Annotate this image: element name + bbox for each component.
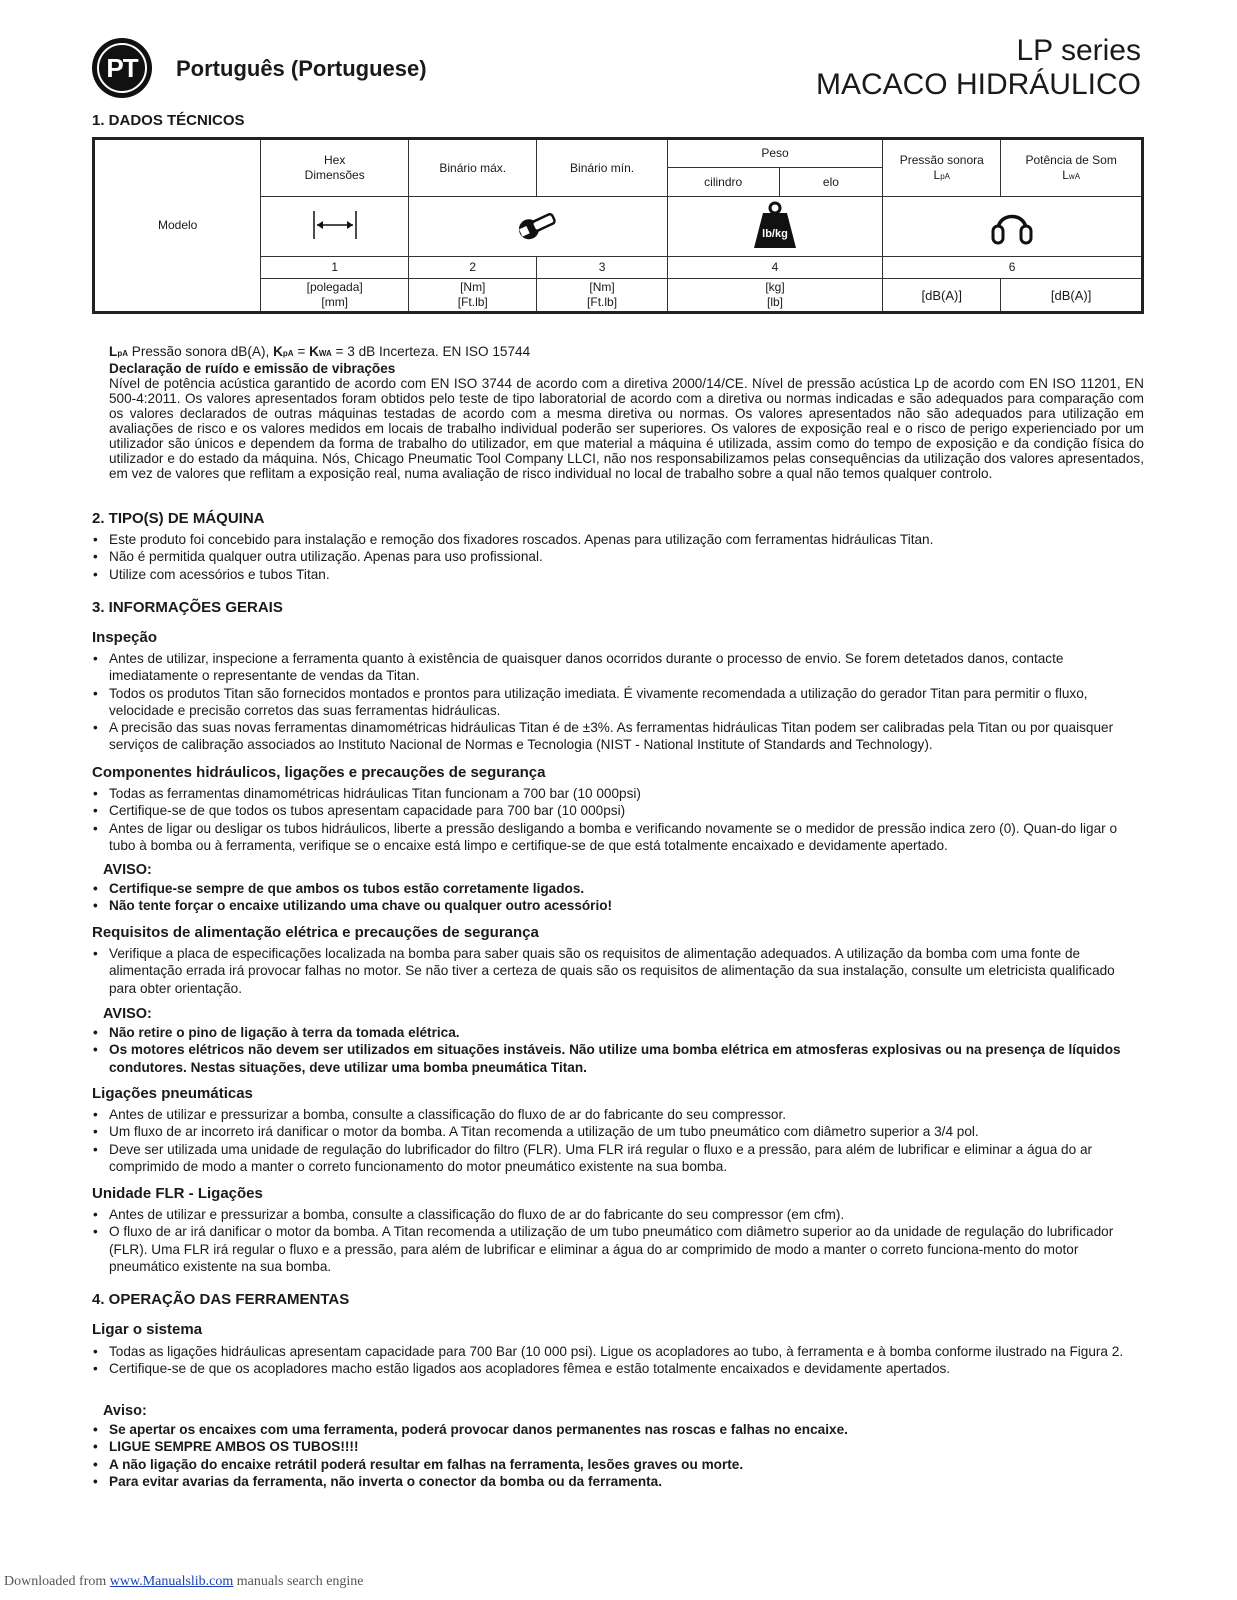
- list-item: • Certifique-se de que todos os tubos apresentam capacidade para 700 bar (10 000psi): [92, 802, 1144, 819]
- unit-weight-kg: [kg]: [765, 280, 785, 294]
- unit-torque-min-nm: [Nm]: [589, 280, 615, 294]
- warning-item: • Não retire o pino de ligação à terra da tomada elétrica.: [92, 1024, 1144, 1041]
- unit-torque-min-ftlb: [Ft.lb]: [587, 295, 618, 309]
- list-item: • Todos os produtos Titan são fornecidos montados e prontos para utilização imediata. É vivamente recomendada a utilização do gerador Titan para permitir o fluxo, velocidade e precisão corretos das suas ferramentas hidráulicas.: [92, 685, 1144, 720]
- lpa-text: Pressão sonora dB(A),: [127, 344, 274, 359]
- kwa-symbol: K: [309, 344, 319, 359]
- hex-header: [261, 139, 409, 197]
- pneumatic-heading: Ligações pneumáticas: [92, 1085, 253, 1102]
- footer-prefix: Downloaded from: [4, 1574, 110, 1589]
- column-number-6: 6: [883, 257, 1143, 279]
- product-name: MACACO HIDRÁULICO: [815, 68, 1141, 101]
- column-number-2: 2: [409, 257, 537, 279]
- warning-item: • A não ligação do encaixe retrátil poderá resultar em falhas na ferramenta, lesões graves ou morte.: [92, 1456, 1144, 1473]
- sound-power-header: [1001, 139, 1143, 197]
- list-item: • Este produto foi concebido para instalação e remoção dos fixadores roscados. Apenas para utilização com ferramentas hidráulicas Titan.: [92, 531, 1144, 548]
- pneumatic-list: [92, 1106, 1144, 1175]
- ear-protection-icon: [989, 204, 1035, 246]
- column-number-3: 3: [537, 257, 667, 279]
- list-item: • Todas as ligações hidráulicas apresentam capacidade para 700 Bar (10 000 psi). Ligue os acopladores ao tubo, à ferramenta e à bomba conforme ilustrado na Figura 2.: [92, 1343, 1144, 1360]
- column-number-1: 1: [261, 257, 409, 279]
- k-symbol: K: [273, 344, 283, 359]
- link-header: elo: [779, 168, 883, 197]
- list-item: • Antes de utilizar e pressurizar a bomba, consulte a classificação do fluxo de ar do fabricante do seu compressor.: [92, 1106, 1144, 1123]
- system-heading: Ligar o sistema: [92, 1321, 203, 1338]
- hydraulic-warning-list: [92, 880, 1144, 915]
- sound-pressure-label: Pressão sonora: [899, 152, 984, 167]
- cylinder-header: cilindro: [667, 168, 779, 197]
- hydraulic-warning-title: AVISO:: [103, 862, 152, 878]
- sound-pressure-symbol: [887, 168, 996, 184]
- list-item: • Antes de ligar ou desligar os tubos hidráulicos, liberte a pressão desligando a bomba e verificando novamente se o medidor de pressão indica zero (0). Quan-do ligar o tubo à bomba ou à ferramenta, verifique se o encaixe está limpo e certifique-se de que está totalmente encaixado e devidamente apertado.: [92, 820, 1144, 855]
- electric-list: [92, 945, 1144, 997]
- sound-pressure-header: [883, 139, 1001, 197]
- model-header: Modelo: [94, 139, 261, 313]
- hex-dimension-icon: [311, 208, 359, 242]
- language-badge: [92, 38, 152, 98]
- warning-item: • Os motores elétricos não devem ser utilizados em situações instáveis. Não utilize uma bomba elétrica em atmosferas explosivas ou na presença de líquidos condutores. Nestas situações, deve utilizar uma bomba pneumática Titan.: [92, 1041, 1144, 1076]
- section-2-heading: 2. TIPO(S) DE MÁQUINA: [92, 510, 265, 527]
- download-footer: [4, 1574, 364, 1590]
- electric-heading: Requisitos de alimentação elétrica e precauções de segurança: [92, 924, 539, 941]
- hydraulic-heading: Componentes hidráulicos, ligações e precauções de segurança: [92, 764, 546, 781]
- list-item: • Verifique a placa de especificações localizada na bomba para saber quais são os requisitos de alimentação adequados. A utilização da bomba com uma fonte de alimentação errada irá provocar falhas no motor. Se não tiver a certeza de quais são os requisitos de alimentação da sua instalação, consulte um eletricista qualificado para obter orientação.: [92, 945, 1144, 997]
- hex-dimension-cell: [261, 197, 409, 257]
- unit-weight: [667, 279, 883, 313]
- hex-header-line1: Hex: [324, 153, 346, 167]
- footer-suffix: manuals search engine: [233, 1574, 364, 1589]
- unit-hex-inch: [polegada]: [306, 280, 363, 294]
- list-item: • A precisão das suas novas ferramentas dinamométricas hidráulicas Titan é de ±3%. As ferramentas hidráulicas Titan podem ser calibradas pela Titan ou por quaisquer serviços de calibração associados ao Instituto Nacional de Normas e Tecnologia (NIST - National Institute of Standards and Technology).: [92, 719, 1144, 754]
- list-item: • Antes de utilizar, inspecione a ferramenta quanto à existência de quaisquer danos ocorridos durante o processo de envio. Se forem detetados danos, contacte imediatamente o representante de vendas da Titan.: [92, 650, 1144, 685]
- section-1-heading: 1. DADOS TÉCNICOS: [92, 112, 245, 129]
- sound-power-symbol: [1005, 168, 1137, 184]
- warning-item: • LIGUE SEMPRE AMBOS OS TUBOS!!!!: [92, 1438, 1144, 1455]
- weight-icon-text: lb/kg: [762, 227, 788, 240]
- sound-power-sym: L: [1062, 167, 1069, 182]
- system-list: [92, 1343, 1144, 1378]
- sound-pressure-sym: L: [933, 167, 941, 182]
- torque-cell: [409, 197, 668, 257]
- warning-item: • Certifique-se sempre de que ambos os tubos estão corretamente ligados.: [92, 880, 1144, 897]
- flr-heading: Unidade FLR - Ligações: [92, 1185, 263, 1202]
- noise-uncertainty-line: [109, 344, 1144, 361]
- series-name: LP series: [1016, 34, 1141, 67]
- section-3-heading: 3. INFORMAÇÕES GERAIS: [92, 599, 283, 616]
- system-warning-list: [92, 1421, 1144, 1490]
- list-item: • Todas as ferramentas dinamométricas hidráulicas Titan funcionam a 700 bar (10 000psi): [92, 785, 1144, 802]
- uncertainty-text: = 3 dB Incerteza. EN ISO 15744: [331, 344, 531, 359]
- wrench-icon: [515, 207, 561, 243]
- weight-icon: [752, 200, 798, 250]
- kwa-subscript: WA: [318, 349, 332, 358]
- declaration-title: Declaração de ruído e emissão de vibrações: [109, 361, 396, 376]
- sound-power-label: Potência de Som: [1025, 152, 1117, 167]
- sound-power-sub: wA: [1068, 171, 1081, 181]
- unit-sound-power: [dB(A)]: [1001, 279, 1143, 313]
- list-item: • Utilize com acessórios e tubos Titan.: [92, 566, 1144, 583]
- section-4-heading: 4. OPERAÇÃO DAS FERRAMENTAS: [92, 1291, 350, 1308]
- list-item: • O fluxo de ar irá danificar o motor da bomba. A Titan recomenda a utilização de um tubo pneumático com diâmetro superior ao da unidade de regulação do lubrificador (FLR). Uma FLR irá regular o fluxo e a pressão, para além de lubrificar e eliminar a água do ar comprimido de modo a manter o correto funciona-mento do motor pneumático existente na sua bomba.: [92, 1223, 1144, 1275]
- unit-torque-max: [409, 279, 537, 313]
- torque-min-header: Binário mín.: [537, 139, 667, 197]
- list-item: • Não é permitida qualquer outra utilização. Apenas para uso profissional.: [92, 548, 1144, 565]
- system-warning-title: Aviso:: [103, 1403, 147, 1419]
- electric-warning-title: AVISO:: [103, 1006, 152, 1022]
- torque-max-header: Binário máx.: [409, 139, 537, 197]
- technical-data-table: [92, 137, 1144, 314]
- declaration-body: Nível de potência acústica garantido de acordo com EN ISO 3744 de acordo com a diretiva 2000/14/CE. Nível de pressão acústica Lp de acordo com EN ISO 11201, EN 500-4:2011. Os valores apresentados foram obtidos pelo teste de tipo laboratorial de acordo com a diretiva ou normas indicadas e são adequados para comparação com os valores declarados de outras máquinas testadas de acordo com a mesma diretiva ou normas. Os valores apresentados não são adequados para utilização em avaliações de risco e os valores medidos em locais de trabalho individual poderão ser superiores. Os valores de exposição real e o risco de perigo experienciado por um utilizador são únicos e dependem da forma de trabalho do utilizador, em que material a máquina é utilizada, assim como do tempo de exposição e da condição física do utilizador e do estado da máquina. Nós, Chicago Pneumatic Tool Company LLCI, não nos responsabilizamos pelas consequências da utilização dos valores apresentados, em vez de valores que reflitam a exposição real, numa avaliação de risco individual no local de trabalho sobre a qual não temos qualquer controlo.: [109, 376, 1144, 481]
- unit-hex-mm: [mm]: [321, 295, 349, 309]
- language-title: Português (Portuguese): [176, 56, 427, 81]
- list-item: • Um fluxo de ar incorreto irá danificar o motor da bomba. A Titan recomenda a utilização de um tubo pneumático com diâmetro superior a 3/4 pol.: [92, 1123, 1144, 1140]
- k-subscript: pA: [282, 349, 294, 358]
- unit-torque-max-nm: [Nm]: [460, 280, 486, 294]
- unit-sound-pressure: [dB(A)]: [883, 279, 1001, 313]
- flr-list: [92, 1206, 1144, 1275]
- lpa-symbol: L: [109, 344, 118, 359]
- warning-item: • Para evitar avarias da ferramenta, não inverta o conector da bomba ou da ferramenta.: [92, 1473, 1144, 1490]
- sound-pressure-sub: pA: [940, 171, 951, 181]
- column-number-4: 4: [667, 257, 883, 279]
- unit-hex: [261, 279, 409, 313]
- document-title: [816, 34, 1141, 102]
- list-item: • Certifique-se de que os acopladores macho estão ligados aos acopladores fêmea e estão totalmente encaixados e devidamente apertados.: [92, 1360, 1144, 1377]
- unit-weight-lb: [lb]: [766, 295, 783, 309]
- lpa-subscript: pA: [117, 349, 128, 358]
- equals-sign: =: [293, 344, 310, 359]
- hydraulic-list: [92, 785, 1144, 854]
- list-item: • Antes de utilizar e pressurizar a bomba, consulte a classificação do fluxo de ar do fabricante do seu compressor (em cfm).: [92, 1206, 1144, 1223]
- unit-torque-min: [537, 279, 667, 313]
- machine-type-list: [92, 531, 1144, 583]
- warning-item: • Se apertar os encaixes com uma ferramenta, poderá provocar danos permanentes nas roscas e falhas no encaixe.: [92, 1421, 1144, 1438]
- inspection-list: [92, 650, 1144, 754]
- warning-item: • Não tente forçar o encaixe utilizando uma chave ou qualquer outro acessório!: [92, 897, 1144, 914]
- unit-torque-max-ftlb: [Ft.lb]: [457, 295, 488, 309]
- weight-icon-cell: [667, 197, 883, 257]
- electric-warning-list: [92, 1024, 1144, 1076]
- list-item: • Deve ser utilizada uma unidade de regulação do lubrificador do filtro (FLR). Uma FLR irá regular o fluxo e a pressão, para além de lubrificar e eliminar a água do ar comprimido de modo a manter o correto funcionamento do motor pneumático existente na sua bomba.: [92, 1141, 1144, 1176]
- manualslib-link[interactable]: www.Manualslib.com: [109, 1574, 234, 1589]
- weight-header: Peso: [667, 139, 883, 168]
- hex-header-line2: Dimensões: [304, 168, 365, 182]
- sound-icon-cell: [883, 197, 1143, 257]
- language-badge-text: PT: [97, 43, 147, 93]
- inspection-heading: Inspeção: [92, 629, 158, 646]
